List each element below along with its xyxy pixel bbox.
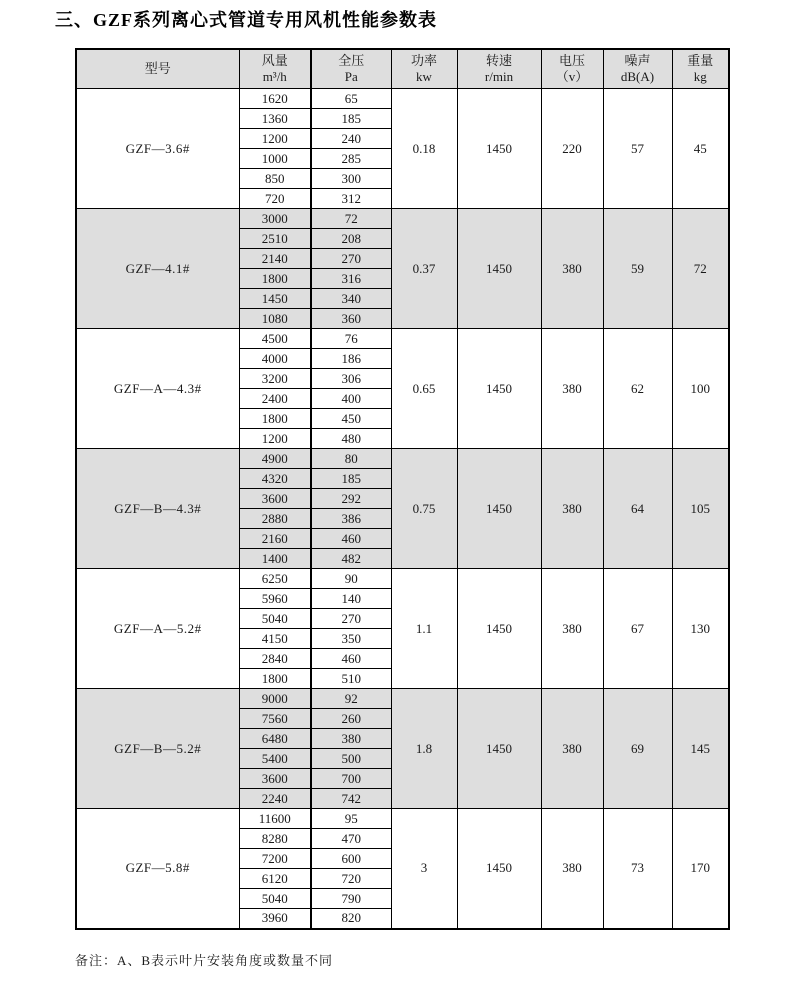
table-row — [76, 689, 729, 709]
pressure-cell: 140 — [311, 589, 391, 609]
pressure-cell: 400 — [311, 389, 391, 409]
model-cell: GZF—4.1# — [76, 209, 239, 329]
power-cell: 3 — [391, 809, 457, 929]
speed-cell: 1450 — [457, 809, 541, 929]
pressure-cell: 460 — [311, 529, 391, 549]
pressure-cell: 270 — [311, 609, 391, 629]
table-header — [76, 49, 729, 89]
header-label-unit: kg — [693, 69, 707, 84]
airflow-cell: 3200 — [239, 369, 311, 389]
airflow-cell: 1080 — [239, 309, 311, 329]
airflow-cell: 5400 — [239, 749, 311, 769]
airflow-cell: 850 — [239, 169, 311, 189]
airflow-cell: 3960 — [239, 909, 311, 929]
speed-cell: 1450 — [457, 449, 541, 569]
params-table — [75, 48, 730, 930]
airflow-cell: 4500 — [239, 329, 311, 349]
airflow-cell: 2240 — [239, 789, 311, 809]
airflow-cell: 9000 — [239, 689, 311, 709]
speed-cell: 1450 — [457, 689, 541, 809]
pressure-cell: 300 — [311, 169, 391, 189]
table-row — [76, 569, 729, 589]
voltage-cell: 220 — [541, 89, 603, 209]
header-label-unit: m³/h — [262, 69, 287, 84]
weight-cell: 105 — [672, 449, 729, 569]
voltage-cell: 380 — [541, 209, 603, 329]
table-row — [76, 449, 729, 469]
pressure-cell: 700 — [311, 769, 391, 789]
header-cell-pressure — [311, 49, 391, 89]
pressure-cell: 95 — [311, 809, 391, 829]
airflow-cell: 4320 — [239, 469, 311, 489]
pressure-cell: 292 — [311, 489, 391, 509]
airflow-cell: 11600 — [239, 809, 311, 829]
airflow-cell: 1620 — [239, 89, 311, 109]
table-row — [76, 89, 729, 109]
model-cell: GZF—5.8# — [76, 809, 239, 929]
pressure-cell: 285 — [311, 149, 391, 169]
voltage-cell: 380 — [541, 449, 603, 569]
airflow-cell: 6250 — [239, 569, 311, 589]
pressure-cell: 350 — [311, 629, 391, 649]
noise-cell: 62 — [603, 329, 672, 449]
table-body — [76, 89, 729, 929]
airflow-cell: 1800 — [239, 409, 311, 429]
pressure-cell: 510 — [311, 669, 391, 689]
airflow-cell: 3600 — [239, 769, 311, 789]
pressure-cell: 500 — [311, 749, 391, 769]
header-label-top: 全压 — [338, 52, 365, 68]
airflow-cell: 7560 — [239, 709, 311, 729]
weight-cell: 145 — [672, 689, 729, 809]
speed-cell: 1450 — [457, 569, 541, 689]
header-cell-airflow — [239, 49, 311, 89]
pressure-cell: 240 — [311, 129, 391, 149]
airflow-cell: 1200 — [239, 429, 311, 449]
header-label-top: 噪声 — [624, 52, 651, 68]
footnote: 备注：A、B表示叶片安装角度或数量不同 — [75, 952, 334, 968]
noise-cell: 64 — [603, 449, 672, 569]
power-cell: 1.8 — [391, 689, 457, 809]
airflow-cell: 6120 — [239, 869, 311, 889]
power-cell: 0.18 — [391, 89, 457, 209]
model-cell: GZF—3.6# — [76, 89, 239, 209]
header-cell-model — [76, 49, 239, 89]
airflow-cell: 2160 — [239, 529, 311, 549]
pressure-cell: 185 — [311, 469, 391, 489]
header-label-top: 功率 — [410, 52, 437, 68]
pressure-cell: 380 — [311, 729, 391, 749]
header-label-top: 重量 — [687, 52, 714, 68]
airflow-cell: 8280 — [239, 829, 311, 849]
airflow-cell: 7200 — [239, 849, 311, 869]
pressure-cell: 470 — [311, 829, 391, 849]
pressure-cell: 270 — [311, 249, 391, 269]
power-cell: 0.65 — [391, 329, 457, 449]
pressure-cell: 482 — [311, 549, 391, 569]
pressure-cell: 316 — [311, 269, 391, 289]
speed-cell: 1450 — [457, 329, 541, 449]
model-cell: GZF—A—4.3# — [76, 329, 239, 449]
pressure-cell: 208 — [311, 229, 391, 249]
header-cell-noise — [603, 49, 672, 89]
weight-cell: 170 — [672, 809, 729, 929]
voltage-cell: 380 — [541, 569, 603, 689]
pressure-cell: 65 — [311, 89, 391, 109]
weight-cell: 72 — [672, 209, 729, 329]
header-label-top: 风量 — [261, 52, 288, 68]
header-cell-weight — [672, 49, 729, 89]
airflow-cell: 1800 — [239, 669, 311, 689]
header-label-unit: dB(A) — [620, 69, 655, 84]
voltage-cell: 380 — [541, 689, 603, 809]
airflow-cell: 4900 — [239, 449, 311, 469]
pressure-cell: 742 — [311, 789, 391, 809]
voltage-cell: 380 — [541, 329, 603, 449]
pressure-cell: 306 — [311, 369, 391, 389]
pressure-cell: 72 — [311, 209, 391, 229]
table-row — [76, 209, 729, 229]
pressure-cell: 720 — [311, 869, 391, 889]
airflow-cell: 1360 — [239, 109, 311, 129]
header-row — [76, 49, 729, 89]
airflow-cell: 720 — [239, 189, 311, 209]
power-cell: 1.1 — [391, 569, 457, 689]
airflow-cell: 5960 — [239, 589, 311, 609]
noise-cell: 73 — [603, 809, 672, 929]
header-label-top: 转速 — [485, 52, 512, 68]
table-row — [76, 809, 729, 829]
weight-cell: 130 — [672, 569, 729, 689]
noise-cell: 59 — [603, 209, 672, 329]
header-cell-speed — [457, 49, 541, 89]
header-label-unit: （v） — [555, 69, 589, 84]
table-container — [75, 48, 800, 930]
airflow-cell: 2400 — [239, 389, 311, 409]
pressure-cell: 312 — [311, 189, 391, 209]
pressure-cell: 186 — [311, 349, 391, 369]
airflow-cell: 1450 — [239, 289, 311, 309]
noise-cell: 67 — [603, 569, 672, 689]
airflow-cell: 1000 — [239, 149, 311, 169]
model-cell: GZF—B—5.2# — [76, 689, 239, 809]
voltage-cell: 380 — [541, 809, 603, 929]
header-label-top: 电压 — [558, 52, 585, 68]
airflow-cell: 2880 — [239, 509, 311, 529]
airflow-cell: 5040 — [239, 609, 311, 629]
pressure-cell: 460 — [311, 649, 391, 669]
noise-cell: 69 — [603, 689, 672, 809]
power-cell: 0.75 — [391, 449, 457, 569]
airflow-cell: 1200 — [239, 129, 311, 149]
airflow-cell: 4000 — [239, 349, 311, 369]
pressure-cell: 480 — [311, 429, 391, 449]
weight-cell: 45 — [672, 89, 729, 209]
noise-cell: 57 — [603, 89, 672, 209]
airflow-cell: 3600 — [239, 489, 311, 509]
power-cell: 0.37 — [391, 209, 457, 329]
model-cell: GZF—B—4.3# — [76, 449, 239, 569]
page-title: 三、GZF系列离心式管道专用风机性能参数表 — [55, 10, 438, 30]
pressure-cell: 260 — [311, 709, 391, 729]
pressure-cell: 185 — [311, 109, 391, 129]
airflow-cell: 1400 — [239, 549, 311, 569]
model-cell: GZF—A—5.2# — [76, 569, 239, 689]
pressure-cell: 600 — [311, 849, 391, 869]
header-cell-voltage — [541, 49, 603, 89]
pressure-cell: 90 — [311, 569, 391, 589]
airflow-cell: 4150 — [239, 629, 311, 649]
pressure-cell: 360 — [311, 309, 391, 329]
weight-cell: 100 — [672, 329, 729, 449]
pressure-cell: 76 — [311, 329, 391, 349]
pressure-cell: 820 — [311, 909, 391, 929]
airflow-cell: 3000 — [239, 209, 311, 229]
pressure-cell: 386 — [311, 509, 391, 529]
pressure-cell: 80 — [311, 449, 391, 469]
airflow-cell: 2510 — [239, 229, 311, 249]
speed-cell: 1450 — [457, 89, 541, 209]
header-label-unit: kw — [416, 69, 432, 84]
header-label-unit: r/min — [484, 69, 514, 84]
airflow-cell: 5040 — [239, 889, 311, 909]
airflow-cell: 1800 — [239, 269, 311, 289]
airflow-cell: 2140 — [239, 249, 311, 269]
header-label-unit: Pa — [344, 69, 358, 84]
header-label-top: 型号 — [144, 60, 171, 76]
header-cell-power — [391, 49, 457, 89]
airflow-cell: 6480 — [239, 729, 311, 749]
pressure-cell: 450 — [311, 409, 391, 429]
pressure-cell: 340 — [311, 289, 391, 309]
pressure-cell: 92 — [311, 689, 391, 709]
table-row — [76, 329, 729, 349]
airflow-cell: 2840 — [239, 649, 311, 669]
speed-cell: 1450 — [457, 209, 541, 329]
pressure-cell: 790 — [311, 889, 391, 909]
